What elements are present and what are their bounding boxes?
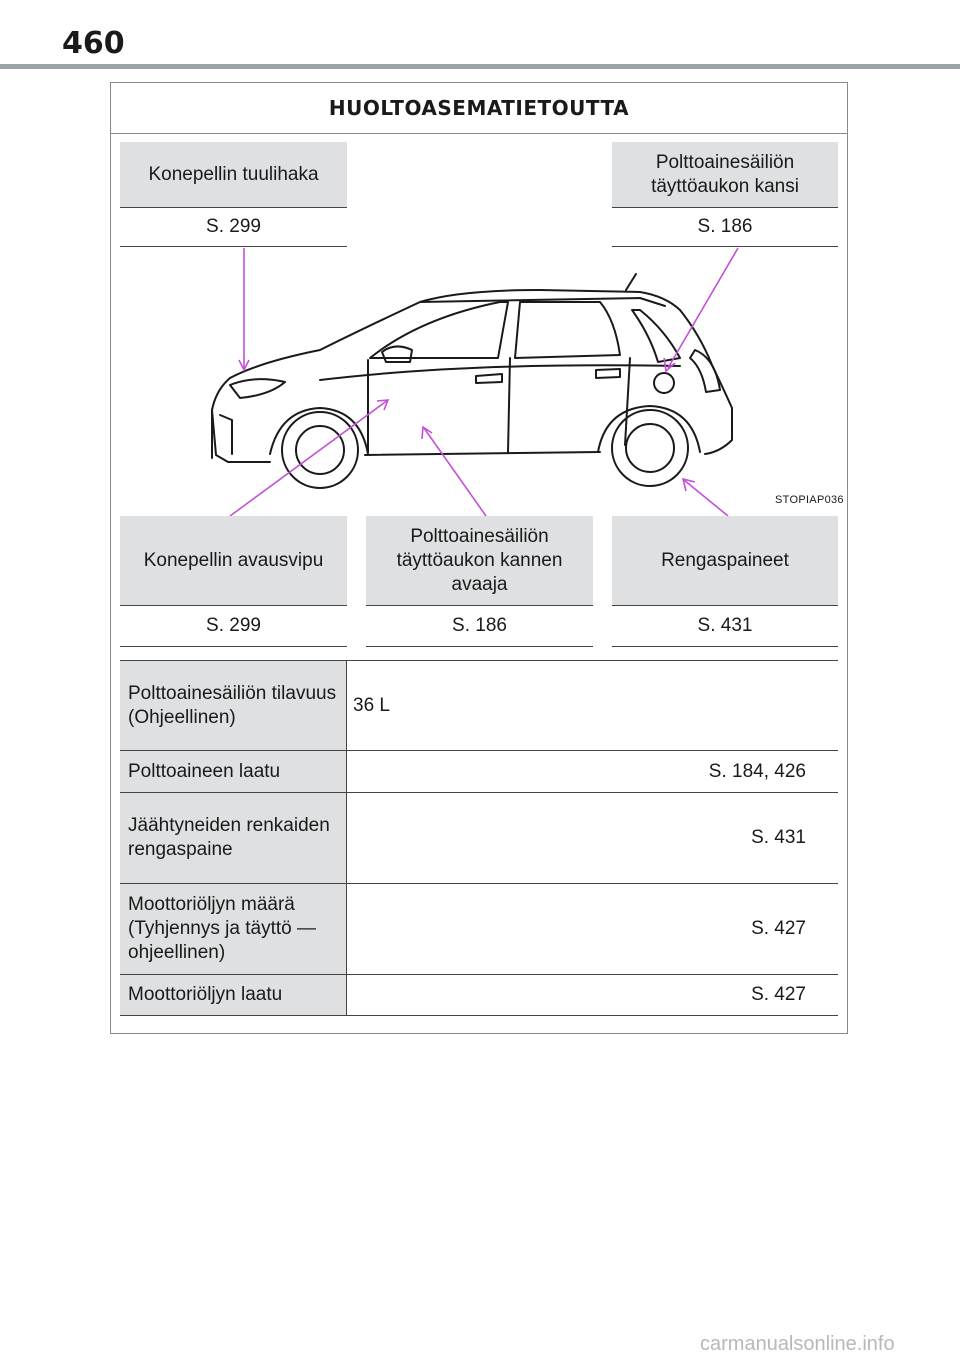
tire-pressure-ref[interactable]: S. 431 bbox=[612, 606, 838, 647]
spec-key: Polttoainesäiliön tilavuus (Ohjeellinen) bbox=[120, 661, 347, 750]
header-rule bbox=[0, 64, 960, 69]
section-header bbox=[110, 82, 848, 134]
spec-key: Moottoriöljyn määrä (Tyhjennys ja täyttö — ohjeellinen) bbox=[120, 884, 347, 974]
hood-release-label: Konepellin avausvipu bbox=[120, 516, 347, 606]
table-row bbox=[120, 793, 838, 884]
hood-latch-label: Konepellin tuulihaka bbox=[120, 142, 347, 208]
spec-key: Jäähtyneiden renkaiden rengaspaine bbox=[120, 793, 347, 883]
tire-pressure-label: Rengaspaineet bbox=[612, 516, 838, 606]
table-row bbox=[120, 751, 838, 793]
hood-latch-ref[interactable]: S. 299 bbox=[120, 208, 347, 247]
hood-release-ref[interactable]: S. 299 bbox=[120, 606, 347, 647]
watermark: carmanualsonline.info bbox=[700, 1333, 895, 1355]
page-number: 460 bbox=[62, 26, 125, 61]
specs-table bbox=[120, 660, 838, 1016]
section-title: HUOLTOASEMATIETOUTTA bbox=[328, 95, 630, 120]
table-row bbox=[120, 975, 838, 1016]
spec-key: Moottoriöljyn laatu bbox=[120, 975, 347, 1015]
table-row bbox=[120, 884, 838, 975]
image-code: STOPIAP036 bbox=[775, 494, 844, 506]
spec-key: Polttoaineen laatu bbox=[120, 751, 347, 792]
spec-value: 36 L bbox=[353, 694, 390, 716]
table-row bbox=[120, 661, 838, 751]
car-side-illustration bbox=[120, 240, 840, 520]
fuel-door-label: Polttoainesäiliön täyttöaukon kansi bbox=[612, 142, 838, 208]
fuel-door-ref[interactable]: S. 186 bbox=[612, 208, 838, 247]
spec-value[interactable]: S. 431 bbox=[751, 827, 806, 848]
spec-value[interactable]: S. 427 bbox=[751, 984, 806, 1005]
fuel-door-opener-ref[interactable]: S. 186 bbox=[366, 606, 593, 647]
fuel-door-opener-label: Polttoainesäiliön täyttöaukon kannen avaaja bbox=[366, 516, 593, 606]
spec-value[interactable]: S. 184, 426 bbox=[708, 760, 806, 782]
spec-value[interactable]: S. 427 bbox=[751, 918, 806, 939]
